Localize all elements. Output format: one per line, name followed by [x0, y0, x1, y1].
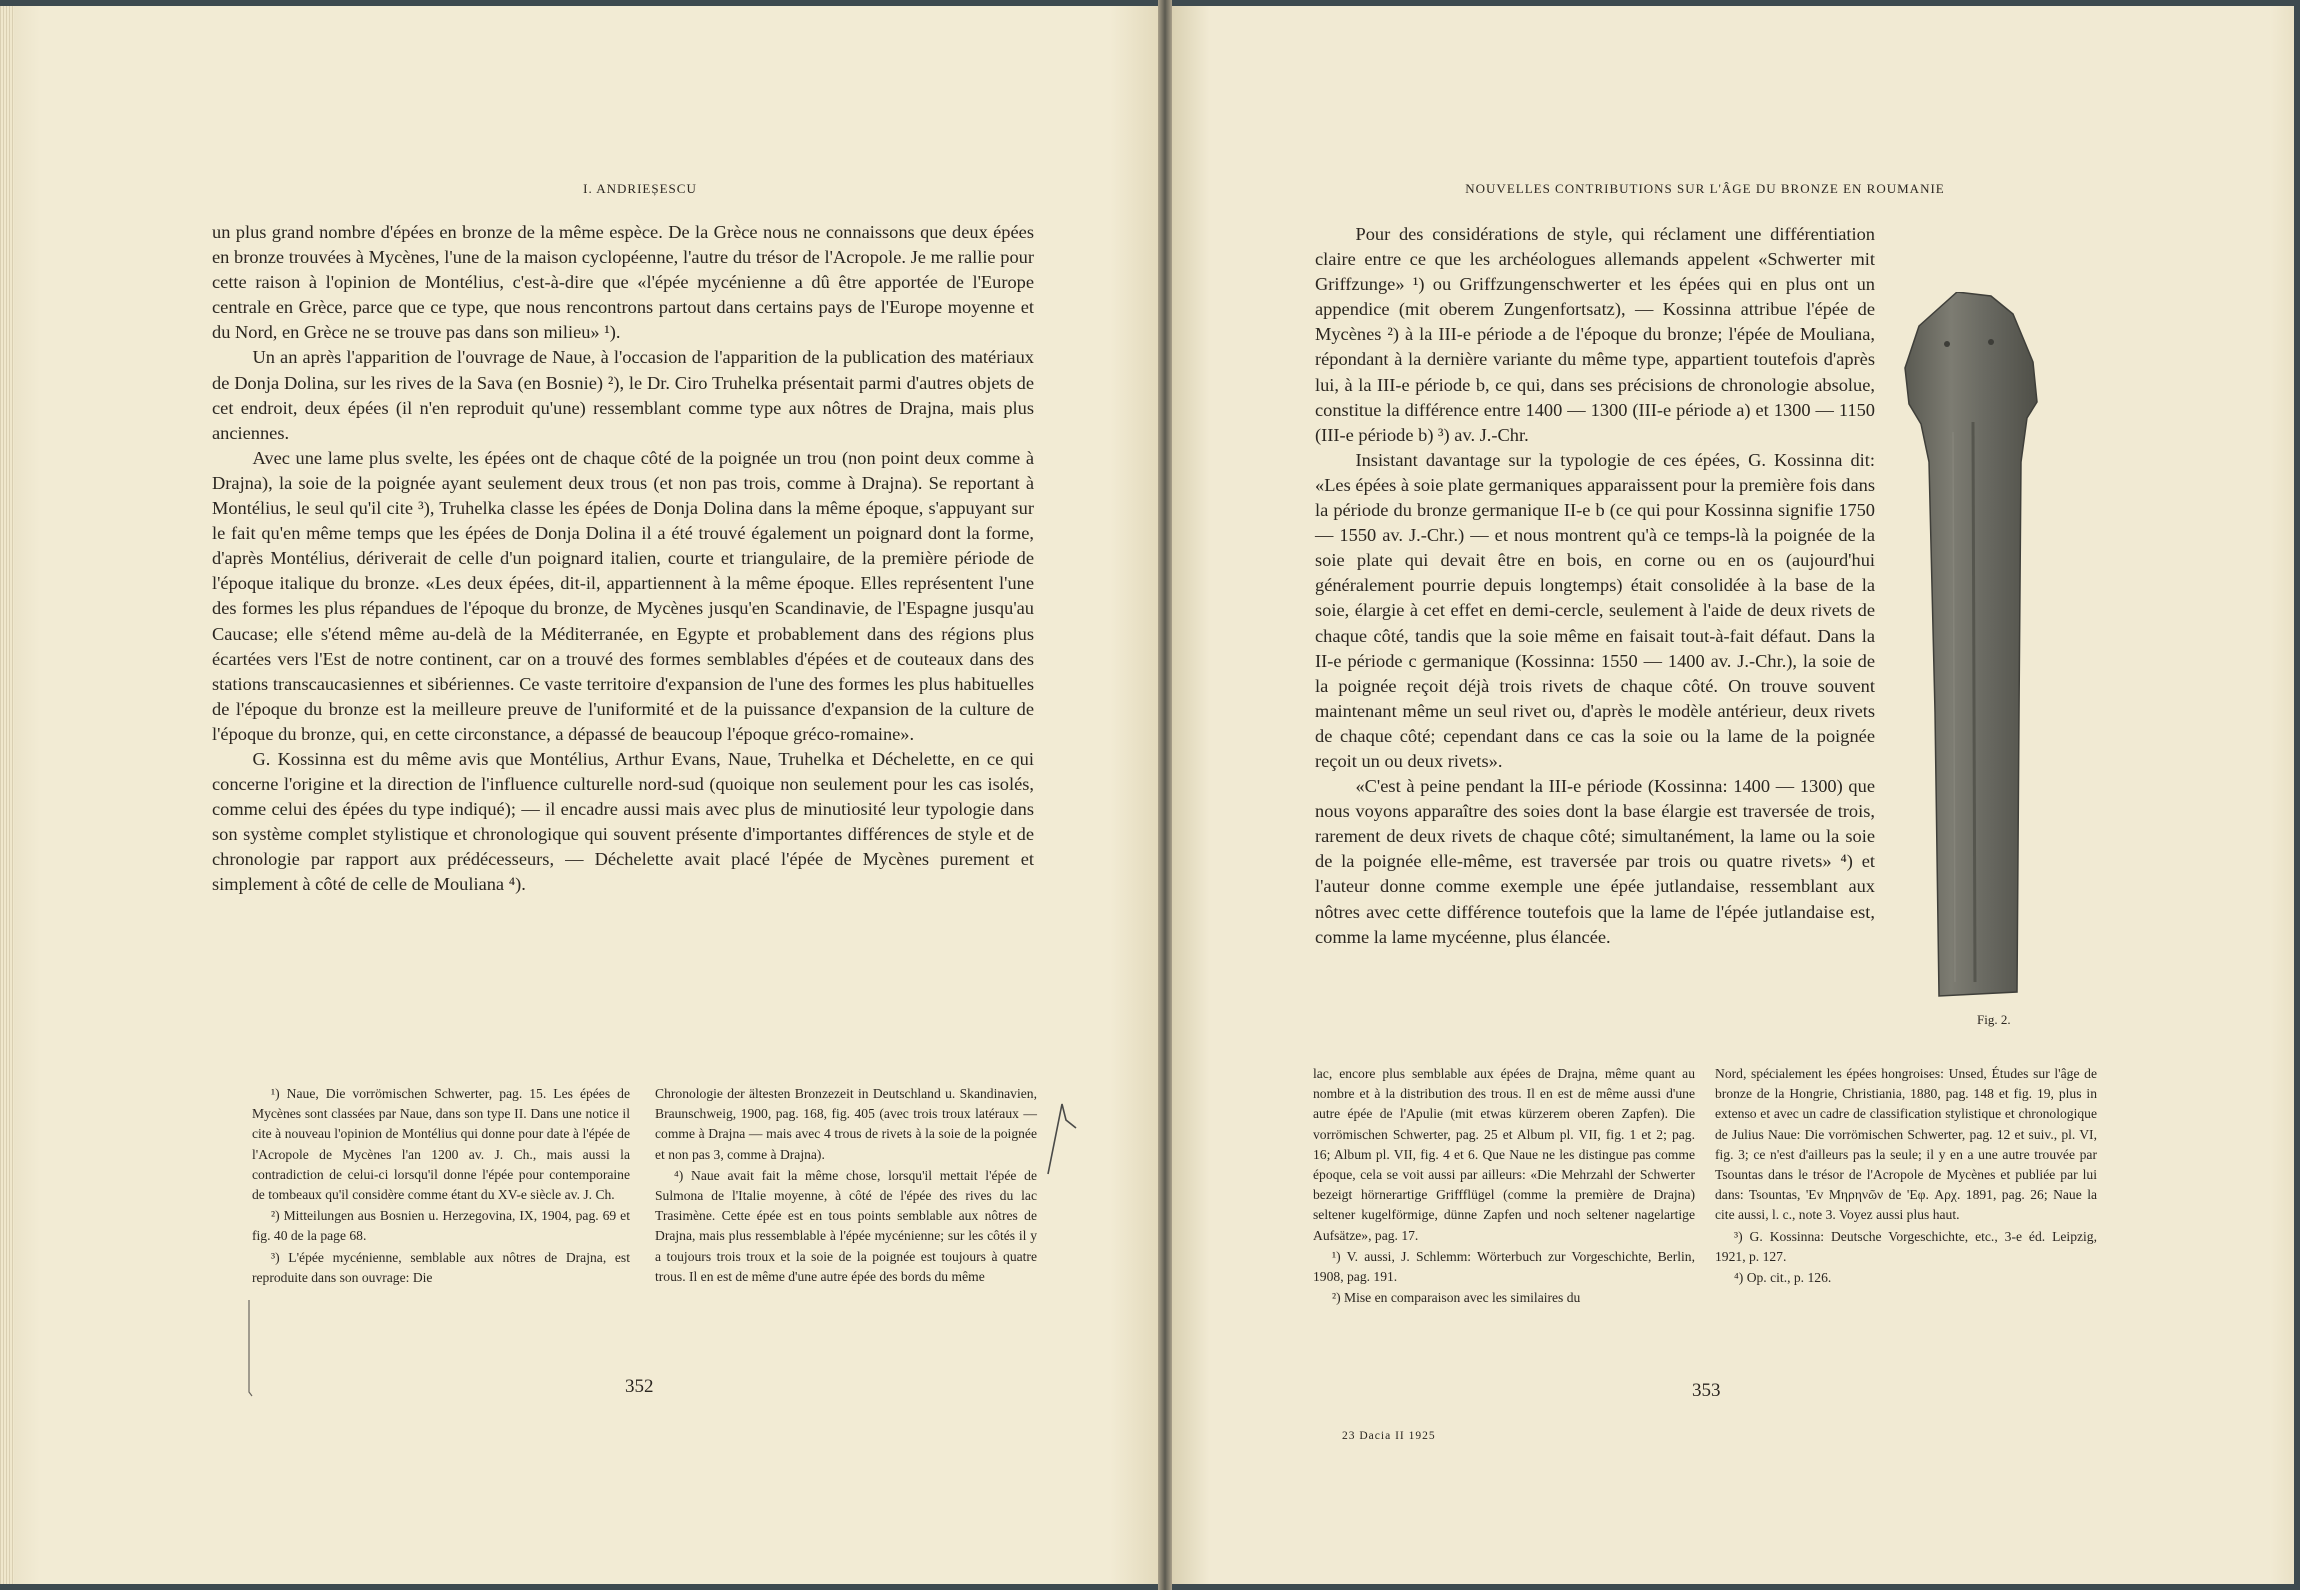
paragraph: un plus grand nombre d'épées en bronze de la même espèce. De la Grèce nous ne connaissons que deux épées en bronze trouvées à Mycènes, l'une de la maison cyclopéenne, l'autre du trésor de l'Acropole. Je me rallie pour cette raison à l'opinion de Montélius, c'est-à-dire que «l'épée mycénienne a dû être apportée de l'Europe centrale en Grèce, parce que ce type, que nous rencontrons partout dans certains pays de l'Europe moyenne et du Nord, en Grèce ne se trouve pas dans son milieu» ¹). — [212, 222, 1034, 343]
page-number-right: 353 — [1692, 1380, 1721, 1401]
pencil-mark-icon — [1040, 1098, 1084, 1178]
footnote: ²) Mitteilungen aus Bosnien u. Herzegovina, IX, 1904, pag. 69 et fig. 40 de la page 68. — [252, 1208, 630, 1244]
paragraph: «C'est à peine pendant la III-e période (Kossinna: 1400 — 1300) que nous voyons apparaître des soies dont la base élargie est traversée de trois, rarement de deux rivets de chaque côté; simultanément, la lame ou la soie de la poignée elle-même, est traversée par trois ou quatre rivets» ⁴) et l'auteur donne comme exemple une épée jutlandaise, ressemblant aux nôtres avec cette différence toutefois que la lame de l'épée jutlandaise est, comme la lame mycéenne, plus élancée. — [1315, 776, 1875, 947]
printer-signature: 23 Dacia II 1925 — [1342, 1430, 1436, 1442]
left-footnotes-col2 — [655, 1084, 1037, 1288]
right-footnotes-col2 — [1715, 1064, 2097, 1289]
figure-caption: Fig. 2. — [1977, 1012, 2011, 1027]
footnote: ⁴) Op. cit., p. 126. — [1734, 1270, 1832, 1286]
footnote: ³) G. Kossinna: Deutsche Vorgeschichte, etc., 3-e éd. Leipzig, 1921, p. 127. — [1715, 1228, 2097, 1264]
sword-blade-image — [1895, 292, 2045, 1004]
footnote: ¹) Naue, Die vorrömischen Schwerter, pag. 15. Les épées de Mycènes sont classées par Naue, dans son type II. Dans une notice il cite à nouveau l'opinion de Montélius qui donne pour date à l'épée de l'Acropole de Mycènes l'an 1200 av. J. Ch., mais aussi la contradiction de celui-ci lorsqu'il donne l'épée pour contemporaine de tombeaux qu'il considère comme étant du XV-e siècle av. J. Ch. — [252, 1086, 630, 1203]
paragraph: Avec une lame plus svelte, les épées ont de chaque côté de la poignée un trou (non point deux comme à Drajna), la soie de la poignée ayant seulement deux trous (et non pas trois, comme à Drajna). Se reportant à Montélius, le seul qu'il cite ³), Truhelka classe les épées de Donja Dolina dans la même époque, s'appuyant sur le fait qu'en même temps que les épées de Donja Dolina il a été trouvé également un poignard dont la forme, d'après Montélius, dériverait de celle d'un poignard italien, courte et triangulaire, de la première période de l'époque italique du bronze. «Les deux épées, dit-il, appartiennent à la même époque. Elles représentent l'une des formes les plus répandues de l'époque du bronze, de Mycènes jusqu'en Scandinavie, de l'Espagne jusqu'au Caucase; elle s'étend même au-delà de la Méditerranée, en Egypte et probablement dans des régions plus écartées vers l'Est de notre continent, car on a trouvé des formes semblables d'épées et de couteaux dans des stations transcaucasiennes et sibériennes. Ce vaste territoire d'expansion de l'une des formes les plus habituelles de l'époque du bronze est la meilleure preuve de l'uniformité et de la puissance d'expansion de la culture de l'époque du bronze, qui, en cette circonstance, a dépassé de beaucoup l'époque gréco-romaine». — [212, 447, 1034, 744]
figure-sword — [1895, 292, 2045, 1004]
left-footnotes-col1 — [252, 1084, 630, 1289]
footnote: ²) Mise en comparaison avec les similaires du — [1332, 1290, 1581, 1306]
right-footnotes-col1 — [1313, 1064, 1695, 1309]
book-gutter — [1158, 0, 1172, 1590]
paragraph: G. Kossinna est du même avis que Montélius, Arthur Evans, Naue, Truhelka et Déchelette, en ce qui concerne l'origine et la direction de l'influence culturelle nord-sud (quoique non seulement pour les cas isolés, comme celui des épées du type indiqué); — il encadre aussi mais avec plus de minutiosité leur typologie dans son système complet stylistique et chronologique qui souvent présente d'importantes différences de style et de chronologie par rapport aux prédécesseurs, — Déchelette avait placé l'épée de Mycènes purement et simplement à côté de celle de Mouliana ⁴). — [212, 748, 1034, 895]
paragraph: Un an après l'apparition de l'ouvrage de Naue, à l'occasion de l'apparition de la publication des matériaux de Donja Dolina, sur les rives de la Sava (en Bosnie) ²), le Dr. Ciro Truhelka présentait parmi d'autres objets de cet endroit, deux épées (il n'en reproduit qu'une) ressemblant comme type aux nôtres de Drajna, mais plus anciennes. — [212, 347, 1034, 443]
page-edge — [0, 6, 14, 1584]
footnote: ⁴) Naue avait fait la même chose, lorsqu'il mettait l'épée de Sulmona de l'Italie moyenne, à côté de l'épée des rives du lac Trasimène. Cette épée est en tous points semblable aux nôtres de Drajna, mais plus ressemblable à l'épée mycénienne; sur les côtés il y a toujours trois troux et la soie de la poignée est toujours à quatre trous. Il en est de même d'une autre épée des bords du même — [655, 1167, 1037, 1284]
left-running-head: I. ANDRIEȘESCU — [583, 181, 697, 196]
footnote: lac, encore plus semblable aux épées de Drajna, même quant au nombre et à la distribution des trous. Il en est de même aussi d'une autre épée de l'Apulie (mit etwas kürzerem oberen Zapfen). Die vorrömischen Schwerter, pag. 25 et Album pl. VII, fig. 1 et 2; pag. 16; Album pl. VII, fig. 4 et 6. Que Naue ne les distingue pas comme époque, cela se voit aussi par ailleurs: «Die Mehrzahl der Schwerter bezeigt hörnerartige Griffflügel (comme la première de Drajna) seltener kugelförmige, dünne Zapfen und noch seltener nagelartige Aufsätze», pag. 17. — [1313, 1066, 1695, 1243]
footnote: ¹) V. aussi, J. Schlemm: Wörterbuch zur Vorgeschichte, Berlin, 1908, pag. 191. — [1313, 1248, 1695, 1285]
left-body-text — [212, 220, 1034, 898]
footnote: Nord, spécialement les épées hongroises: Unsed, Études sur l'âge de bronze de la Hongrie, Christiania, 1880, pag. 148 et fig. 19, plus in extenso et avec un cadre de classification stylistique et chronologique de Julius Naue: Die vorrömischen Schwerter, pag. 12 et suiv., pl. VI, fig. 3; ce n'est d'ailleurs pas la seule; il y en a une autre trouvée par Tsountas dans le trésor de l'Acropole de Mycènes et publiée par lui dans: Tsountas, 'Ev Mηρηνῶν de 'Eφ. Aρχ. 1891, pag. 26; Naue la cite aussi, l. c., note 3. Voyez aussi plus haut. — [1715, 1066, 2097, 1223]
footnote: ³) L'épée mycénienne, semblable aux nôtres de Drajna, est reproduite dans son ouvrage: Die — [252, 1249, 630, 1285]
right-body-text-wrapped — [1315, 222, 1875, 950]
right-running-head: NOUVELLES CONTRIBUTIONS SUR L'ÂGE DU BRONZE EN ROUMANIE — [1465, 181, 1945, 196]
page-number-left: 352 — [625, 1376, 654, 1397]
footnote: Chronologie der ältesten Bronzezeit in Deutschland u. Skandinavien, Braunschweig, 1900, pag. 168, fig. 405 (avec trois troux latéraux — comme à Drajna — mais avec 4 trous de rivets à la soie de la poignée et non pas 3, comme à Drajna). — [655, 1086, 1037, 1162]
paragraph: Pour des considérations de style, qui réclament une différentiation claire entre ce que les archéologues allemands appelent «Schwerter mit Griffzunge» ¹) ou Griffzungenschwerter et les épées qui en plus ont un appendice (mit oberem Zungenfortsatz), — Kossinna attribue l'épée de Mycènes ²) à la III-e période a de l'époque du bronze; l'épée de Mouliana, répondant à la dernière variante du même type, appartient toutefois d'après lui, à la III-e période b, ce qui, dans ses précisions de chronologie absolue, constitue la différence entre 1400 — 1300 (III-e période a) et 1300 — 1150 (III-e période b) ³) av. J.-Chr. — [1315, 224, 1875, 445]
margin-line-icon — [246, 1300, 254, 1400]
paragraph: Insistant davantage sur la typologie de ces épées, G. Kossinna dit: «Les épées à soie plate germaniques apparaissent pour la première fois dans la période du bronze germanique II-e b (ce qui pour Kossinna signifie 1750 — 1550 av. J.-Chr.) — et nous montrent qu'à ce temps-là la poignée de la soie plate qui devait être en bois, en corne ou en os (aujourd'hui généralement pourrie depuis longtemps) était consolidée à la base de la soie, élargie à cet effet en demi-cercle, seulement à l'aide de deux rivets de chaque côté, tandis que la soie même en faisait tout-à-fait défaut. Dans la II-e période c germanique (Kossinna: 1550 — 1400 av. J.-Chr.), la soie de la poignée reçoit déjà trois rivets de chaque côté. On trouve souvent maintenant même un seul rivet ou, d'après le modèle antérieur, deux rivets de chaque côté; cependant dans ce cas la soie ou la lame de la poignée reçoit un ou deux rivets». — [1315, 449, 1875, 771]
